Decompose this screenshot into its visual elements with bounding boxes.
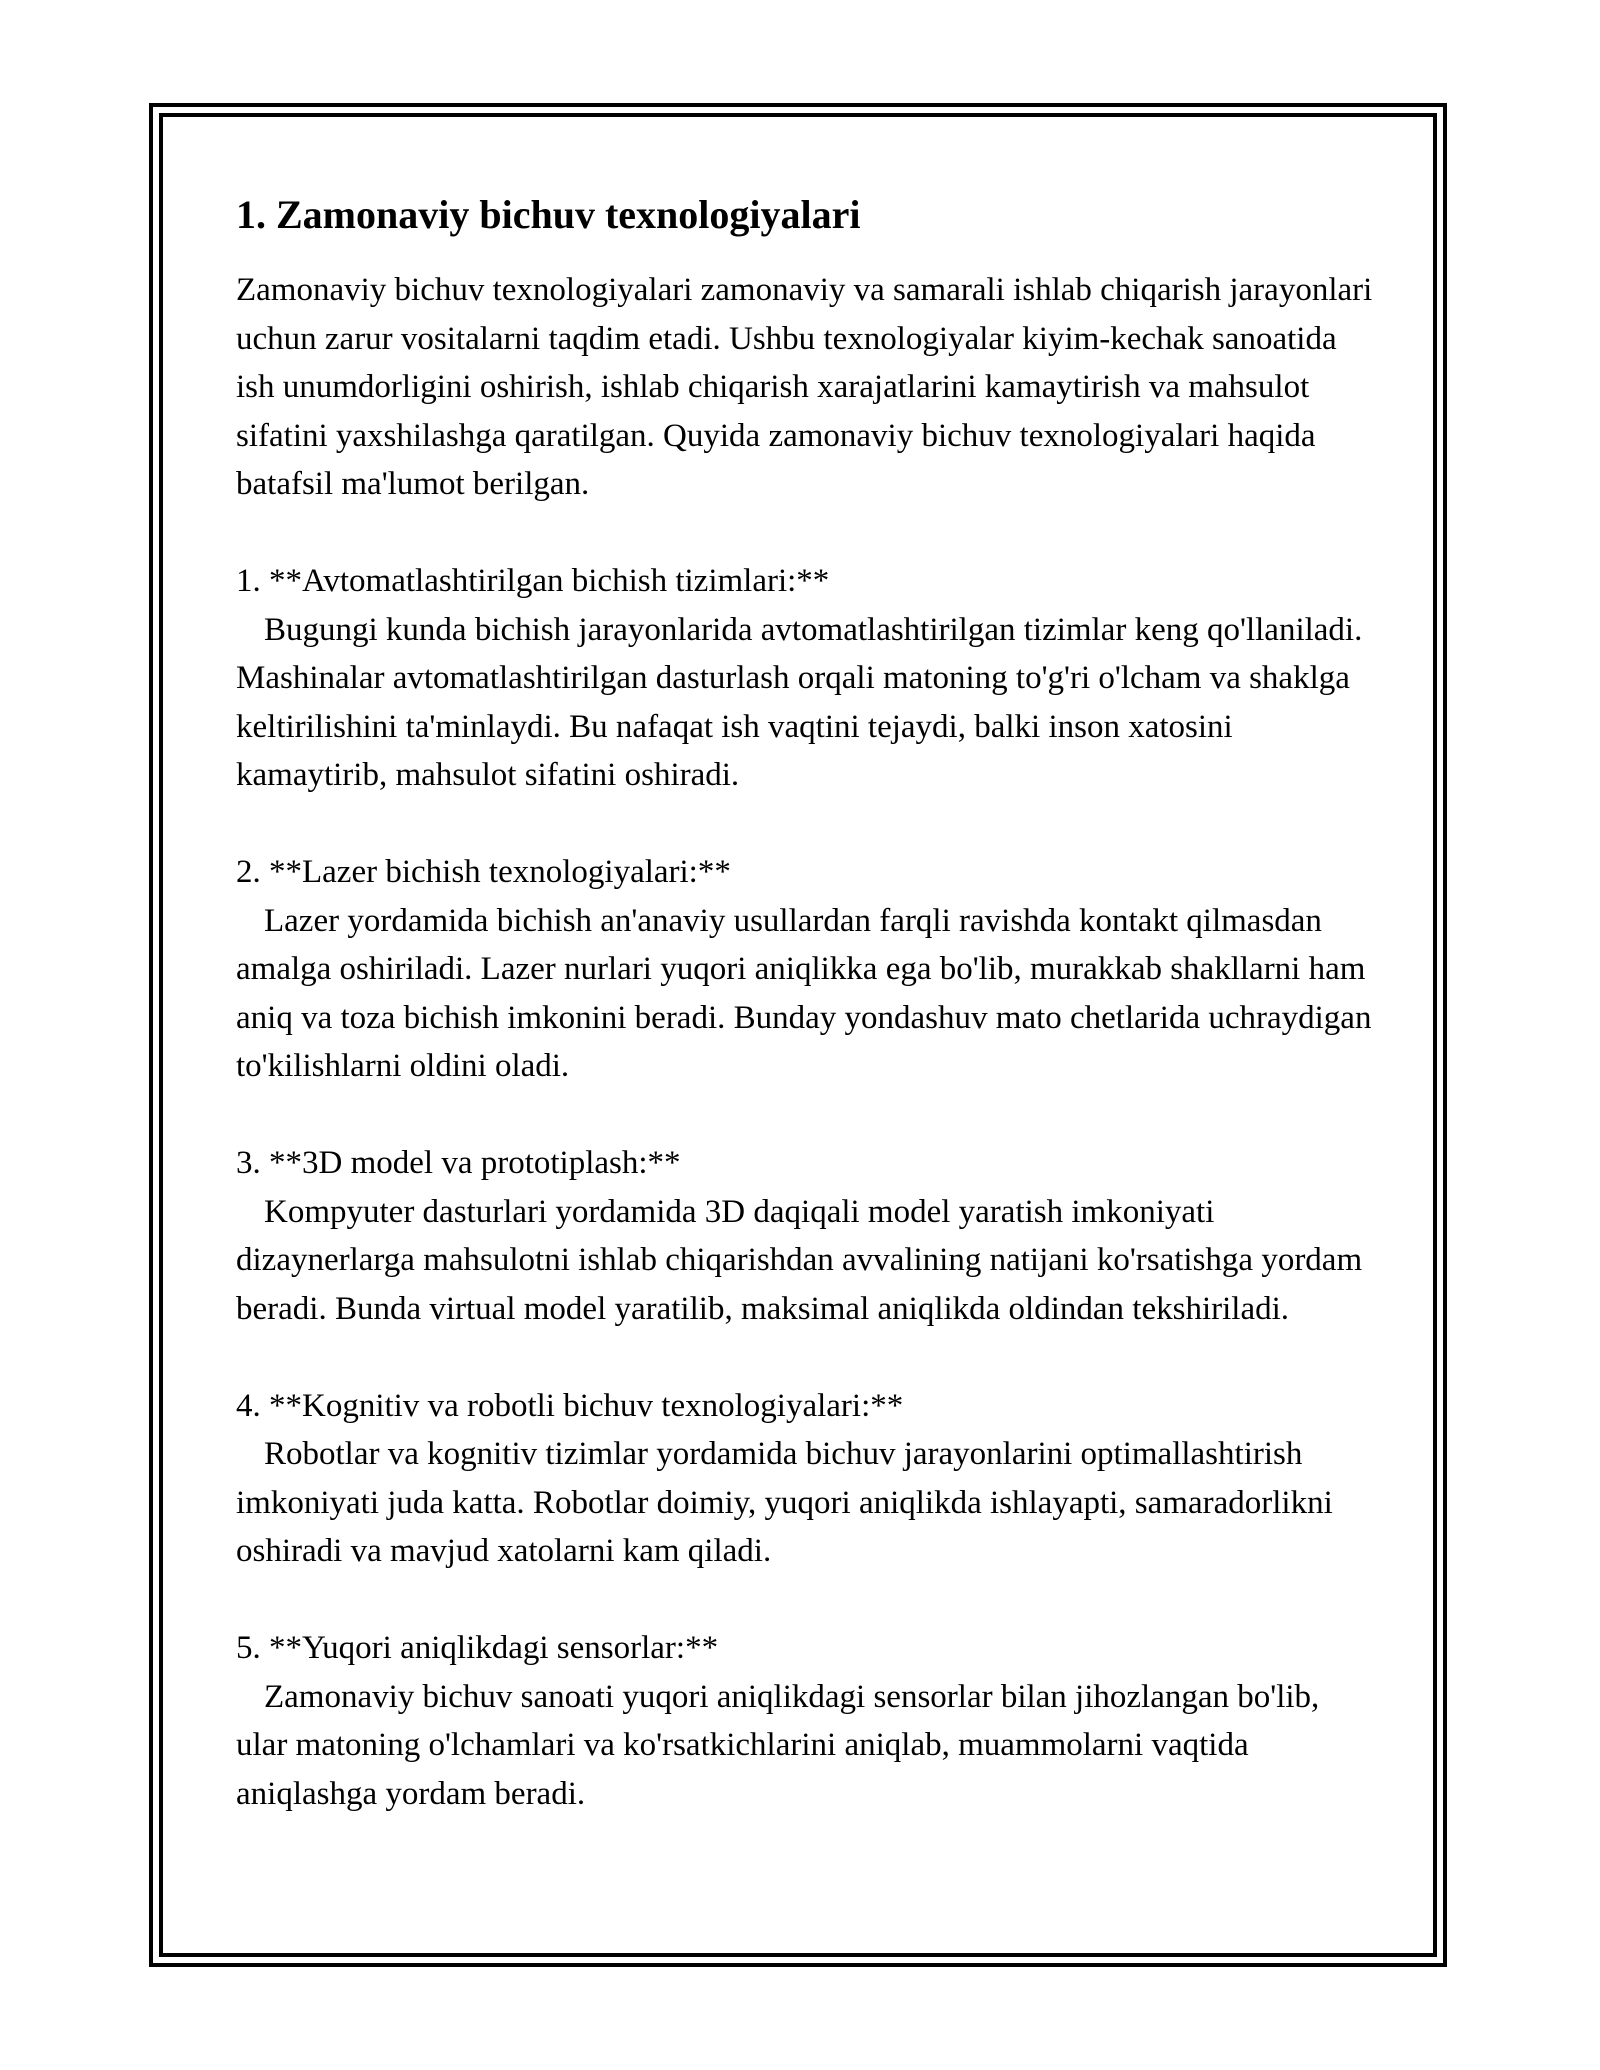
item-heading: 4. **Kognitiv va robotli bichuv texnologiyalari:** [236,1387,904,1424]
paragraph-spacer [236,1333,1376,1382]
paragraph-spacer [236,800,1376,849]
list-item [236,1624,1376,1818]
paragraph-spacer [236,509,1376,558]
item-heading: 1. **Avtomatlashtirilgan bichish tizimlari:** [236,563,830,599]
item-body: Kompyuter dasturlari yordamida 3D daqiqali model yaratish imkoniyati dizaynerlarga mahsulotni ishlab chiqarishdan avvalining natijani ko'rsatishga yordam beradi. Bunda virtual model yaratilib, maksimal aniqlikda oldindan tekshiriladi. [236,1193,1363,1327]
paragraph-spacer [236,1091,1376,1140]
document-title: 1. Zamonaviy bichuv texnologiyalari [236,192,861,237]
list-item [236,848,1376,1091]
list-item [236,1139,1376,1333]
item-heading: 5. **Yuqori aniqlikdagi sensorlar:** [236,1630,719,1666]
item-body: Bugungi kunda bichish jarayonlarida avtomatlashtirilgan tizimlar keng qo'llaniladi. Mashinalar avtomatlashtirilgan dasturlash orqali matoning to'g'ri o'lcham va shaklga keltirilishini ta'minlaydi. Bu nafaqat ish vaqtini tejaydi, balki inson xatosini kamaytirib, mahsulot sifatini oshiradi. [236,611,1363,793]
item-body: Robotlar va kognitiv tizimlar yordamida bichuv jarayonlarini optimallashtirish imkoniyati juda katta. Robotlar doimiy, yuqori aniqlikda ishlayapti, samaradorlikni oshiradi va mavjud xatolarni kam qiladi. [236,1436,1333,1569]
intro-paragraph: Zamonaviy bichuv texnologiyalari zamonaviy va samarali ishlab chiqarish jarayonlari uchun zarur vositalarni taqdim etadi. Ushbu texnologiyalar kiyim-kechak sanoatida ish unumdorligini oshirish, ishlab chiqarish xarajatlarini kamaytirish va mahsulot sifatini yaxshilashga qaratilgan. Quyida zamonaviy bichuv texnologiyalari haqida batafsil ma'lumot berilgan. [236,272,1373,502]
list-item [236,557,1376,800]
paragraph-spacer [236,1576,1376,1625]
document-content [236,188,1376,1818]
item-body: Lazer yordamida bichish an'anaviy usullardan farqli ravishda kontakt qilmasdan amalga oshiriladi. Lazer nurlari yuqori aniqlikka ega bo'lib, murakkab shakllarni ham aniq va toza bichish imkonini beradi. Bunday yondashuv mato chetlarida uchraydigan to'kilishlarni oldini oladi. [236,902,1372,1084]
list-item [236,1382,1376,1576]
item-heading: 3. **3D model va prototiplash:** [236,1145,681,1181]
item-body: Zamonaviy bichuv sanoati yuqori aniqlikdagi sensorlar bilan jihozlangan bo'lib, ular matoning o'lchamlari va ko'rsatkichlarini aniqlab, muammolarni vaqtida aniqlashga yordam beradi. [236,1678,1320,1812]
item-heading: 2. **Lazer bichish texnologiyalari:** [236,854,731,890]
